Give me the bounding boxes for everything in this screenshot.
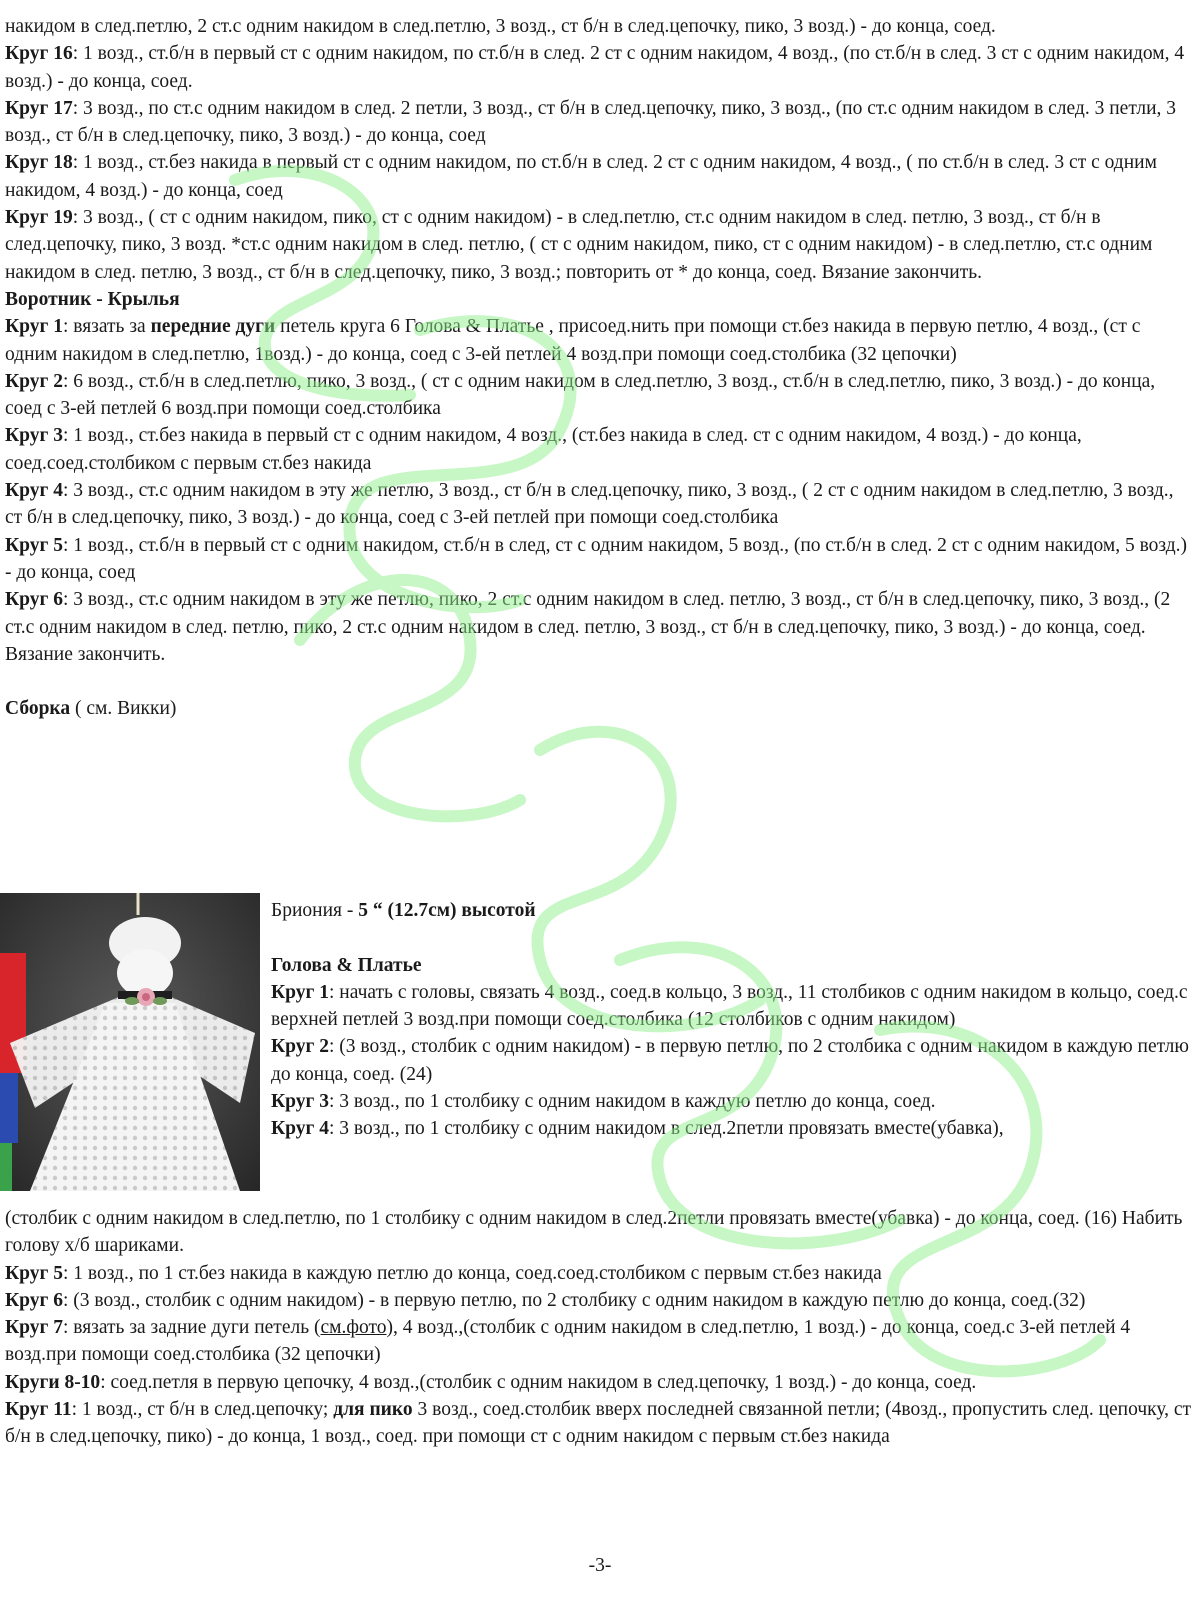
collar-round-3: Круг 3: 1 возд., ст.без накида в первый ст с одним накидом, 4 возд., (ст.без накида в след. ст с одним накидом, 4 возд.) - до конца, соед.соед.столбиком с первым ст.без накида: [5, 425, 1082, 474]
round-label: Круг 3: [271, 1091, 329, 1113]
round-label: Круг 19: [5, 207, 73, 229]
head-round-11: Круг 11: 1 возд., ст б/н в след.цепочку; для пико 3 возд., соед.столбик вверх последней связанной петли; (4возд., пропустить след. цепочку, ст б/н в след.цепочку, пико) - до конца, 1 возд., соед. при помощи ст с одним накидом с первым ст.без накида: [5, 1399, 1192, 1448]
round-15-continuation: накидом в след.петлю, 2 ст.с одним накидом в след.петлю, 3 возд., ст б/н в след.цепочку, пико, 3 возд.) - до конца, соед.: [5, 16, 996, 37]
photo-link[interactable]: см.фото: [320, 1317, 387, 1339]
round-label: Круг 7: [5, 1317, 63, 1339]
round-label: Круг 2: [271, 1036, 329, 1058]
top-section: [5, 13, 1195, 723]
assembly-line: Сборка ( см. Викки): [5, 698, 177, 720]
round-label: Круг 3: [5, 425, 63, 447]
round-label: Круг 6: [5, 589, 63, 611]
round-17: Круг 17: 3 возд., по ст.с одним накидом в след. 2 петли, 3 возд., ст б/н в след.цепочку, пико, 3 возд., (по ст.с одним накидом в след. 3 петли, 3 возд., ст б/н в след.цепочку, пико, 3 возд.) - до конца, соед: [5, 97, 1177, 147]
head-round-2: Круг 2: (3 возд., столбик с одним накидом) - в первую петлю, по 2 столбика с одним накидом в каждую петлю до конца, соед. (24): [271, 1036, 1189, 1085]
round-label: Круг 18: [5, 152, 73, 174]
head-round-1: Круг 1: начать с головы, связать 4 возд., соед.в кольцо, 3 возд., 11 столбиков с одним накидом в кольцо, соед.с верхней петлей 3 возд.при помощи соед.столбика (12 столбиков с одним накидом): [271, 981, 1188, 1031]
page-number: -3-: [588, 1555, 612, 1576]
round-label: Круг 5: [5, 534, 63, 556]
round-18: Круг 18: 1 возд., ст.без накида в первый ст с одним накидом, по ст.б/н в след. 2 ст с одним накидом, 4 возд., ( по ст.б/н в след. 3 ст с одним накидом, 4 возд.) - до конца, соед: [5, 152, 1157, 201]
round-label: Круг 4: [271, 1118, 329, 1140]
collar-round-2: Круг 2: 6 возд., ст.б/н в след.петлю, пико, 3 возд., ( ст с одним накидом в след.петлю, 3 возд., ст.б/н в след.петлю, пико, 3 возд.) - до конца, соед с 3-ей петлей 6 возд.при помощи соед.столбика: [5, 370, 1156, 420]
round-label: Круг 1: [271, 981, 329, 1003]
round-label: Круг 17: [5, 97, 73, 119]
round-label: Круг 11: [5, 1399, 72, 1421]
round-16: Круг 16: 1 возд., ст.б/н в первый ст с одним накидом, по ст.б/н в след. 2 ст с одним накидом, 4 возд., (по ст.б/н в след. 3 ст с одним накидом, 4 возд.) - до конца, соед.: [5, 43, 1185, 92]
head-round-7: Круг 7: вязать за задние дуги петель (см.фото), 4 возд.,(столбик с одним накидом в след.петлю, 1 возд.) - до конца, соед.с 3-ей петлей 4 возд.при помощи соед.столбика (32 цепочки): [5, 1317, 1131, 1366]
collar-round-5: Круг 5: 1 возд., ст.б/н в первый ст с одним накидом, ст.б/н в след, ст с одним накидом, 5 возд., (по ст.б/н в след. 2 ст с одним накидом, 5 возд.) - до конца, соед: [5, 534, 1188, 583]
bottom-section: [5, 1205, 1195, 1451]
round-label: Круг 2: [5, 370, 63, 392]
head-round-5: Круг 5: 1 возд., по 1 ст.без накида в каждую петлю до конца, соед.соед.столбиком с первым ст.без накида: [5, 1262, 882, 1284]
round-label: Круг 5: [5, 1262, 63, 1284]
round-label: Круг 4: [5, 480, 63, 502]
collar-round-6: Круг 6: 3 возд., ст.с одним накидом в эту же петлю, пико, 2 ст.с одним накидом в след. петлю, 3 возд., ст б/н в след.цепочку, пико, 3 возд., (2 ст.с одним накидом в след. петлю, пико, 2 ст.с одним накидом в след. петлю, 3 возд., ст б/н в след.цепочку, пико, 3 возд.) - до конца, соед. Вязание закончить.: [5, 589, 1171, 665]
round-19: Круг 19: 3 возд., ( ст с одним накидом, пико, ст с одним накидом) - в след.петлю, ст.с одним накидом в след. петлю, 3 возд., ст б/н в след.цепочку, пико, 3 возд. *ст.с одним накидом в след. петлю, ( ст с одним накидом, пико, ст с одним накидом) - в след.петлю, ст.с одним накидом в след. петлю, 3 возд., ст б/н в след.цепочку, пико, 3 возд.; повторить от * до конца, соед. Вязание закончить.: [5, 207, 1153, 283]
round-label: Круг 1: [5, 316, 63, 338]
head-round-4-continuation: (столбик с одним накидом в след.петлю, по 1 столбику с одним накидом в след.2петли провязать вместе(убавка) - до конца, соед. (16) Набить голову х/б шариками.: [5, 1208, 1183, 1257]
head-round-3: Круг 3: 3 возд., по 1 столбику с одним накидом в каждую петлю до конца, соед.: [271, 1091, 936, 1113]
collar-title: Воротник - Крылья: [5, 288, 180, 310]
head-round-4: Круг 4: 3 возд., по 1 столбику с одним накидом в след.2петли провязать вместе(убавка),: [271, 1118, 1004, 1140]
round-label: Круг 6: [5, 1289, 63, 1311]
head-round-6: Круг 6: (3 возд., столбик с одним накидом) - в первую петлю, по 2 столбику с одним накидом в каждую петлю до конца, соед.(32): [5, 1289, 1086, 1311]
head-rounds-8-10: Круги 8-10: соед.петля в первую цепочку, 4 возд.,(столбик с одним накидом в след.цепочку, 1 возд.) - до конца, соед.: [5, 1371, 977, 1393]
collar-round-4: Круг 4: 3 возд., ст.с одним накидом в эту же петлю, 3 возд., ст б/н в след.цепочку, пико, 3 возд., ( 2 ст с одним накидом в след.петлю, 3 возд., ст б/н в след.цепочку, пико, 3 возд.) - до конца, соед с 3-ей петлей при помощи соед.столбика: [5, 480, 1174, 529]
collar-round-1: Круг 1: вязать за передние дуги петель круга 6 Голова & Платье , присоед.нить при помощи ст.без накида в первую петлю, 4 возд., (ст с одним накидом в след.петлю, 1возд.) - до конца, соед с 3-ей петлей 4 возд.при помощи соед.столбика (32 цепочки): [5, 316, 1141, 365]
round-label: Круги 8-10: [5, 1371, 101, 1393]
round-label: Круг 16: [5, 43, 73, 65]
side-text: [271, 897, 1191, 1143]
doll-title: Бриония - 5 “ (12.7см) высотой: [271, 900, 536, 921]
angel-photo: [0, 893, 260, 1191]
section-heading: Голова & Платье: [271, 954, 422, 976]
